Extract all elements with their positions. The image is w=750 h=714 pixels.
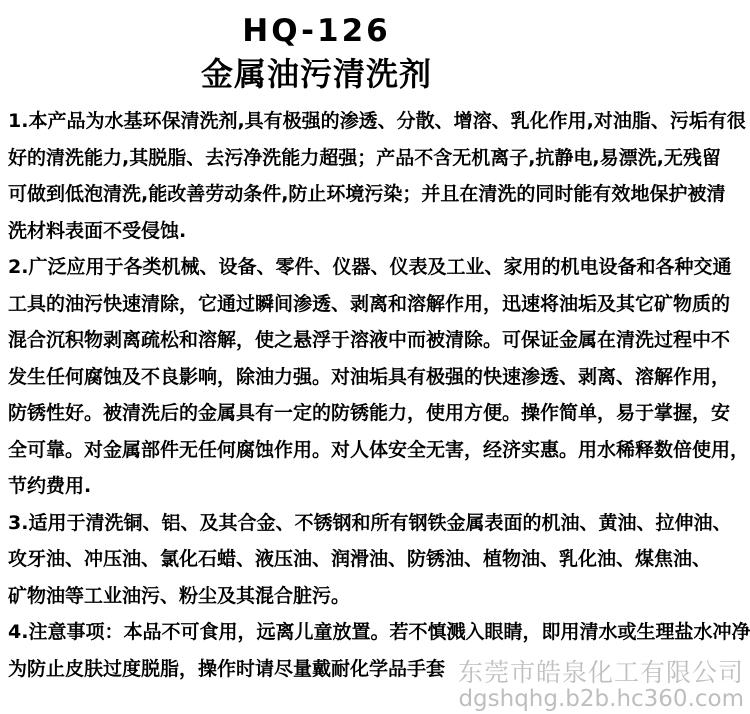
text-line: 1.本产品为水基环保清洗剂,具有极强的渗透、分散、增溶、乳化作用,对油脂、污垢有很	[8, 110, 746, 132]
text-line: 发生任何腐蚀及不良影响，除油力强。对油垢具有极强的快速渗透、剥离、溶解作用，	[8, 365, 731, 388]
text-line: 混合沉积物剥离疏松和溶解，使之悬浮于溶液中而被清除。可保证金属在清洗过程中不	[8, 329, 731, 351]
product-model-title: HQ-126	[242, 13, 391, 49]
watermark-company-name: 东莞市皓泉化工有限公司	[457, 658, 744, 687]
text-line: 3.适用于清洗铜、铝、及其合金、不锈钢和所有钢铁金属表面的机油、黄油、拉伸油、	[8, 511, 732, 534]
text-line: 好的清洗能力,其脱脂、去污净洗能力超强；产品不含无机离子,抗静电,易漂洗,无残留	[8, 146, 721, 169]
document-header	[0, 12, 633, 94]
text-line: 2.广泛应用于各类机械、设备、零件、仪器、仪表及工业、家用的机电设备和各种交通	[8, 256, 732, 278]
product-name-title: 金属油污清洗剂	[200, 55, 432, 93]
text-line: 洗材料表面不受侵蚀.	[8, 219, 187, 242]
watermark	[458, 659, 744, 712]
text-line: 节约费用.	[8, 475, 92, 497]
text-line: 防锈性好。被清洗后的金属具有一定的防锈能力，使用方便。操作简单，易于掌握，安	[8, 402, 731, 424]
watermark-url: dgshqhg.b2b.hc360.com	[458, 686, 744, 712]
text-line: 为防止皮肤过度脱脂，操作时请尽量戴耐化学品手套	[8, 657, 446, 680]
text-line: 4.注意事项：本品不可食用，远离儿童放置。若不慎溅入眼睛，即用清水或生理盐水冲净	[8, 621, 750, 643]
text-line: 工具的油污快速清除，它通过瞬间渗透、剥离和溶解作用，迅速将油垢及其它矿物质的	[8, 292, 731, 315]
text-line: 可做到低泡清洗,能改善劳动条件,防止环境污染；并且在清洗的同时能有效地保护被清	[8, 183, 726, 205]
product-description-text	[8, 103, 750, 687]
text-line: 攻牙油、冲压油、氯化石蜡、液压油、润滑油、防锈油、植物油、乳化油、煤焦油、	[8, 548, 712, 570]
text-line: 全可靠。对金属部件无任何腐蚀作用。对人体安全无害，经济实惠。用水稀释数倍使用，	[8, 438, 750, 461]
text-line: 矿物油等工业油污、粉尘及其混合脏污。	[8, 584, 351, 607]
